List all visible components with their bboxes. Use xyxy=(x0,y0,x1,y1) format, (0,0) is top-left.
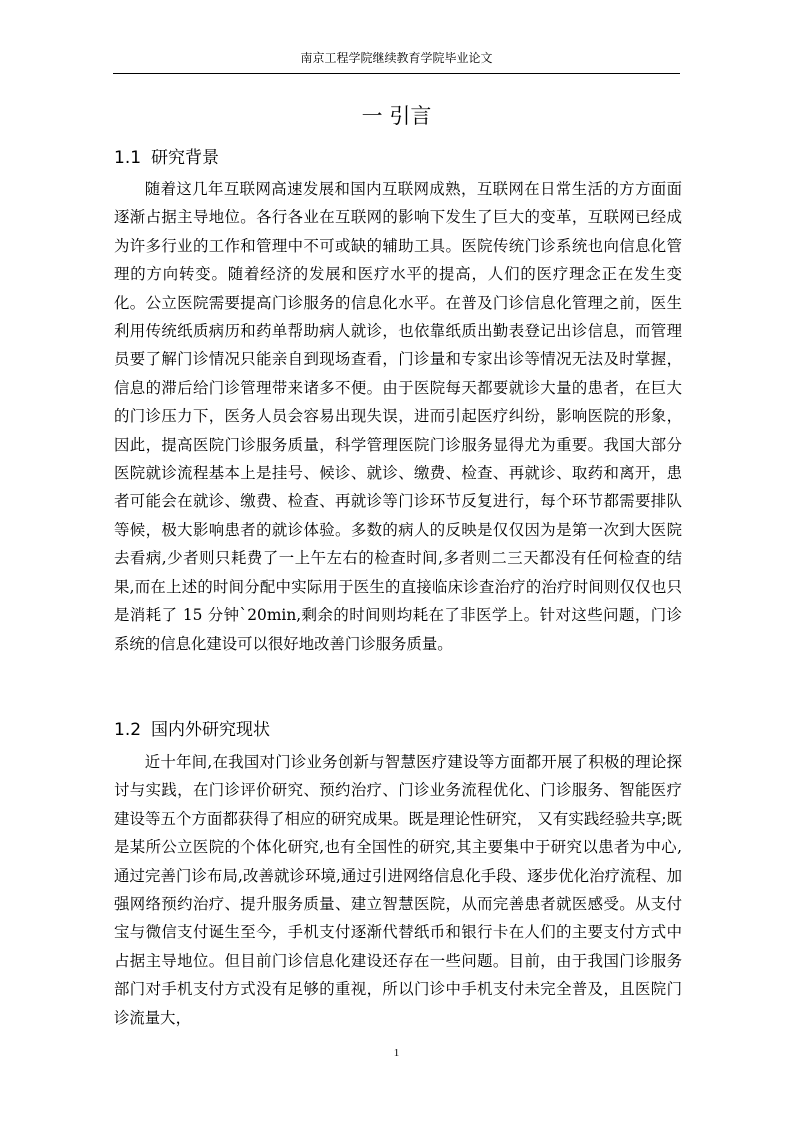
section-number: 1.1 xyxy=(114,148,142,168)
running-header: 南京工程学院继续教育学院毕业论文 xyxy=(300,51,493,65)
section-number: 1.2 xyxy=(114,720,142,740)
body-paragraph-1-1: 随着这几年互联网高速发展和国内互联网成熟，互联网在日常生活的方方面面逐渐占据主导地位。各行各业在互联网的影响下发生了巨大的变革，互联网已经成为许多行业的工作和管理中不可或缺的辅助工具。医院传统门诊系统也向信息化管理的方向转变。随着经济的发展和医疗水平的提高，人们的医疗理念正在发生变化。公立医院需要提高门诊服务的信息化水平。在普及门诊信息化管理之前，医生利用传统纸质病历和药单帮助病人就诊，也依靠纸质出勤表登记出诊信息，而管理员要了解门诊情况只能亲自到现场查看，门诊量和专家出诊等情况无法及时掌握，信息的滞后给门诊管理带来诸多不便。由于医院每天都要就诊大量的患者，在巨大的门诊压力下，医务人员会容易出现失误，进而引起医疗纠纷，影响医院的形象，因此，提高医院门诊服务质量，科学管理医院门诊服务显得尤为重要。我国大部分医院就诊流程基本上是挂号、候诊、就诊、缴费、检查、再就诊、取药和离开，患者可能会在就诊、缴费、检查、再就诊等门诊环节反复进行，每个环节都需要排队等候，极大影响患者的就诊体验。多数的病人的反映是仅仅因为是第一次到大医院去看病,少者则只耗费了一上午左右的检查时间,多者则二三天都没有任何检查的结果,而在上述的时间分配中实际用于医生的直接临床诊查治疗的治疗时间则仅仅也只是消耗了 15 分钟`20min,剩余的时间则均耗在了非医学上。针对这些问题，门诊系统的信息化建设可以很好地改善门诊服务质量。 xyxy=(114,180,682,653)
body-paragraph-1-2: 近十年间,在我国对门诊业务创新与智慧医疗建设等方面都开展了积极的理论探讨与实践，在门诊评价研究、预约治疗、门诊业务流程优化、门诊服务、智能医疗建设等五个方面都获得了相应的研究成果。既是理论性研究， 又有实践经验共享;既是某所公立医院的个体化研究,也有全国性的研究,其主要集中于研究以患者为中心,通过完善门诊布局,改善就诊环境,通过引进网络信息化手段、逐步优化治疗流程、加强网络预约治疗、提升服务质量、建立智慧医院，从而完善患者就医感受。从支付宝与微信支付诞生至今，手机支付逐渐代替纸币和银行卡在人们的主要支付方式中占据主导地位。但目前门诊信息化建设还存在一些问题。目前，由于我国门诊服务部门对手机支付方式没有足够的重视，所以门诊中手机支付未完全普及，且医院门诊流量大， xyxy=(114,753,682,1027)
section-title: 国内外研究现状 xyxy=(151,720,271,740)
section-title: 研究背景 xyxy=(151,148,220,168)
page-number: 1 xyxy=(393,1047,400,1059)
section-heading-1-2 xyxy=(114,718,680,742)
header-rule xyxy=(113,73,680,74)
chapter-title: 一 引言 xyxy=(361,104,432,128)
section-heading-1-1 xyxy=(114,146,680,170)
